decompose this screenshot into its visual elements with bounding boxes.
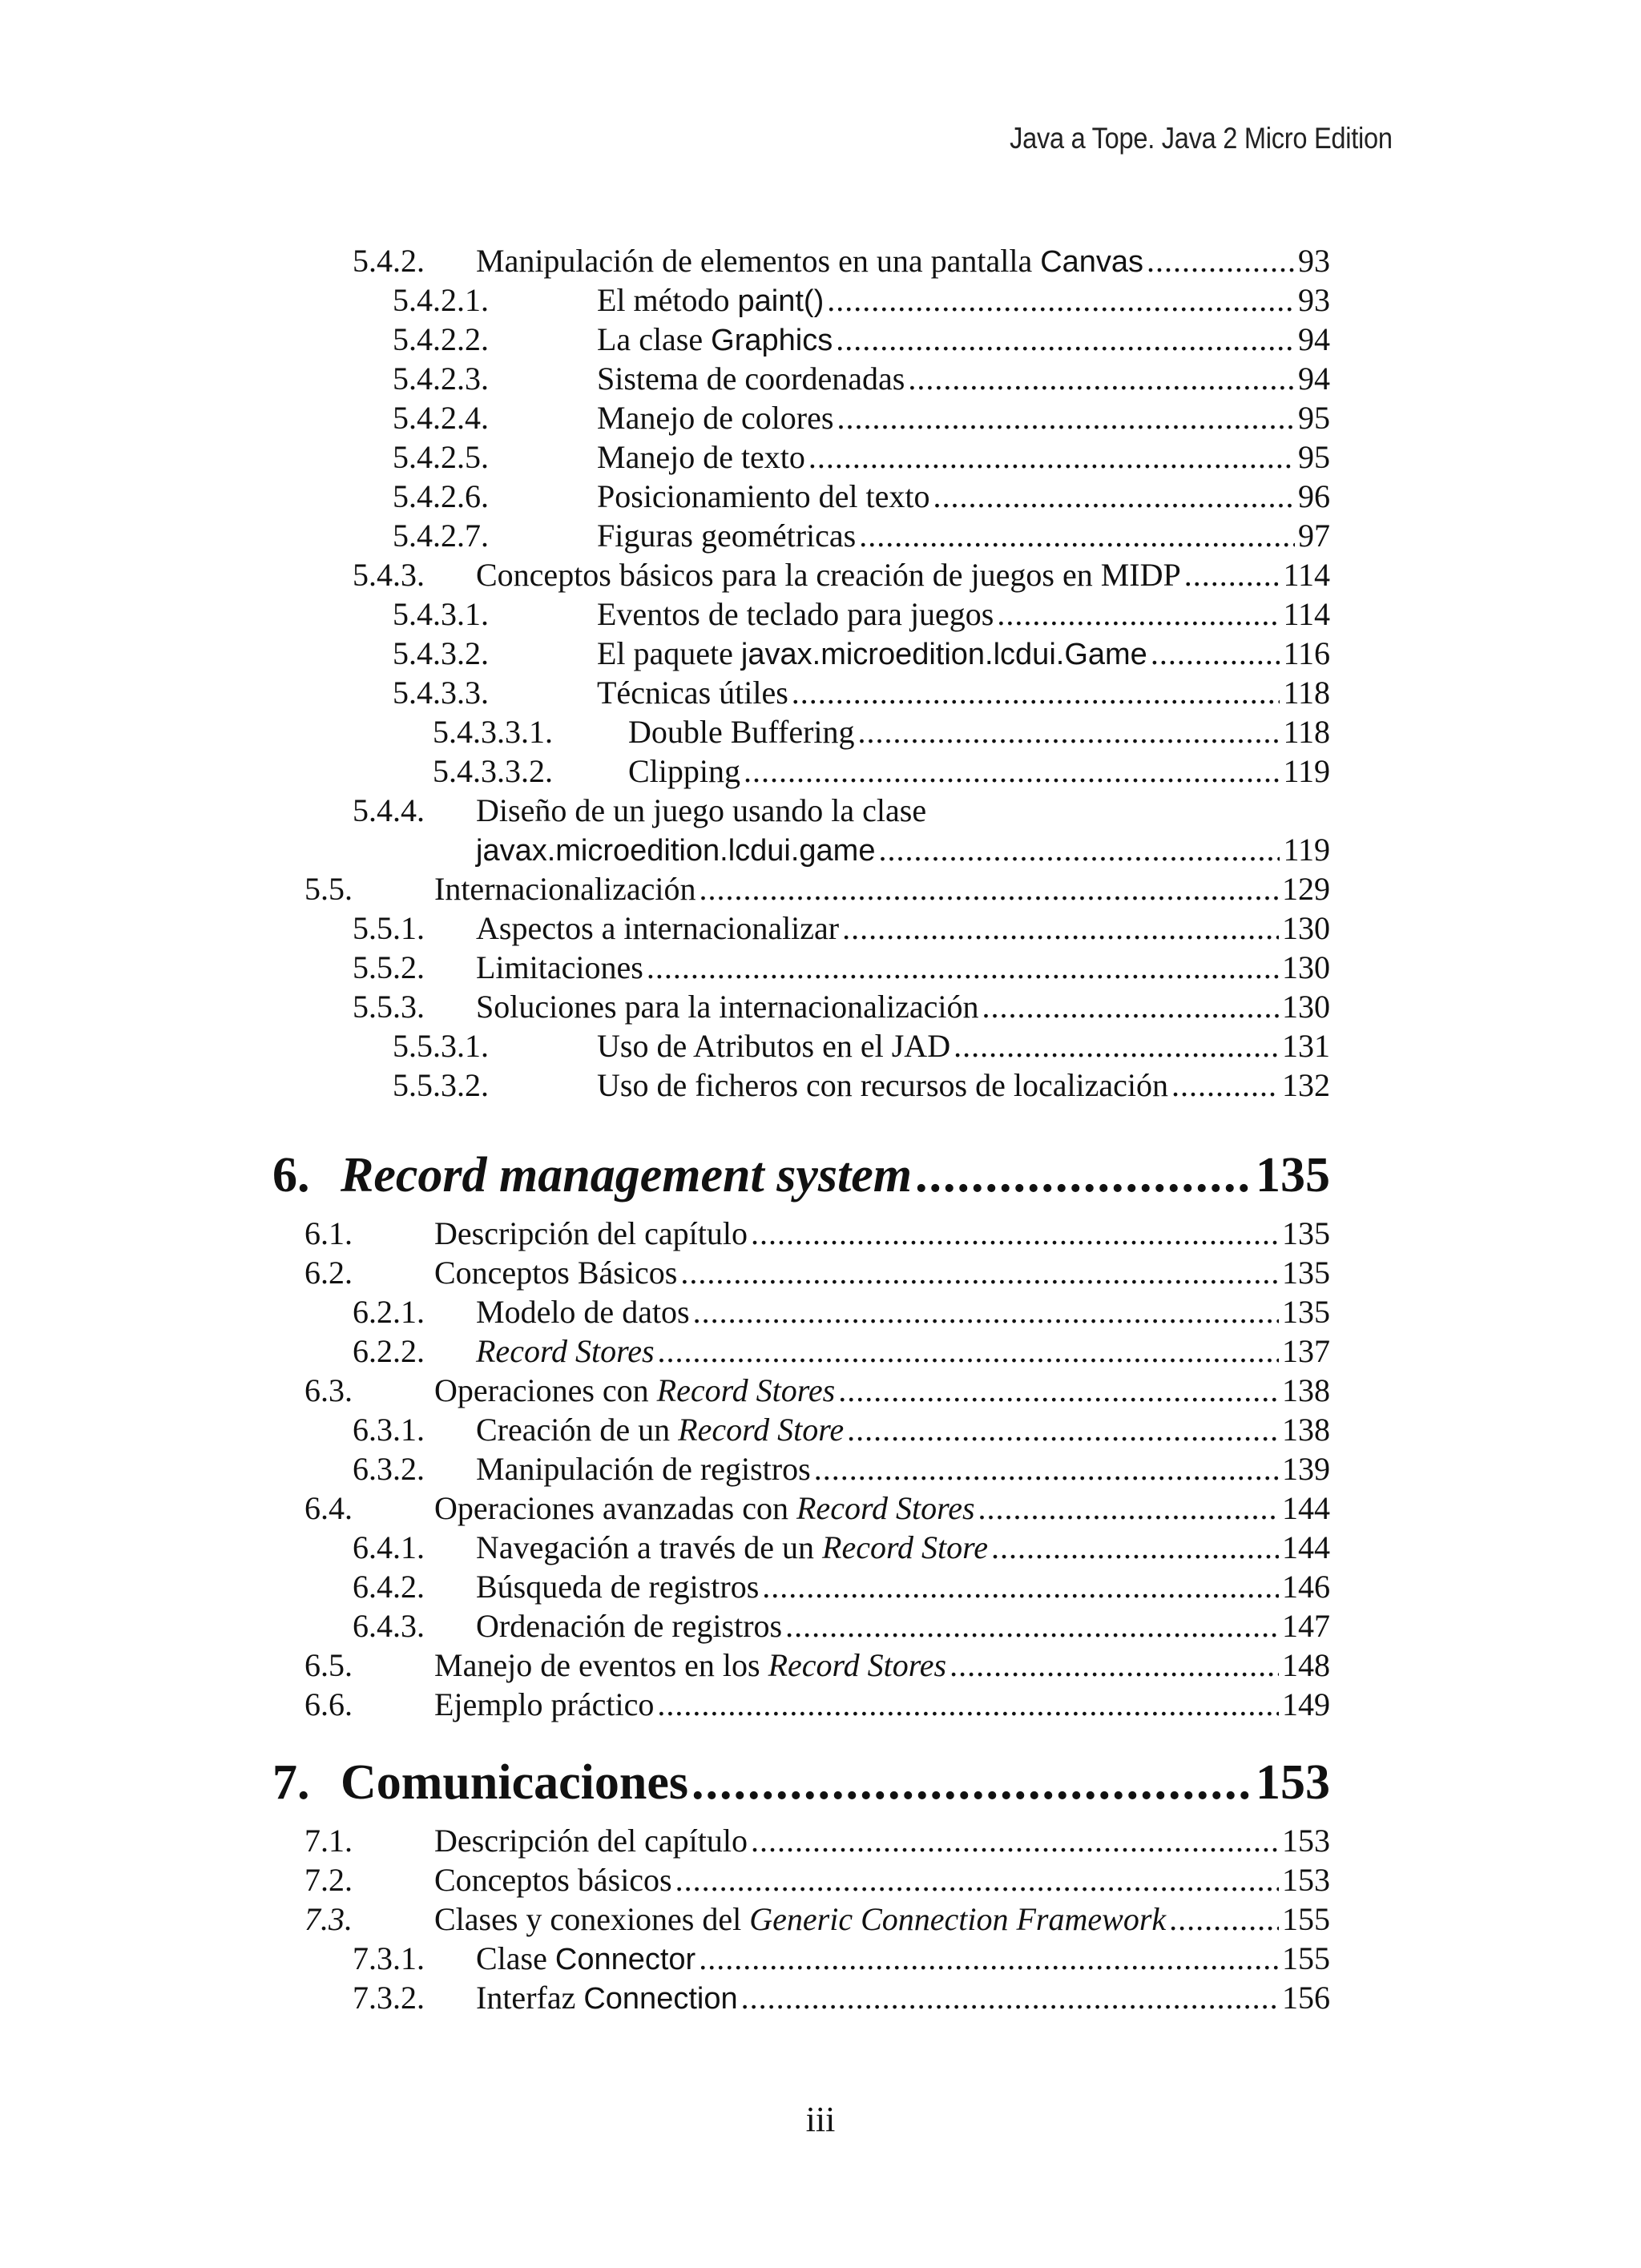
- toc-entry-title: [476, 988, 979, 1026]
- toc-entry-title: [597, 438, 805, 477]
- toc-entry-page: 155: [1282, 1901, 1330, 1937]
- toc-entry-page: 114: [1283, 557, 1330, 593]
- toc-entry-title-part: Descripción del capítulo: [434, 1215, 748, 1251]
- toc-entry-number: 5.5.: [304, 871, 353, 907]
- toc-entry-title: [597, 399, 833, 437]
- toc-entry-title-part: Conceptos Básicos: [434, 1255, 678, 1291]
- toc-entry-title-part: Figuras geométricas: [597, 518, 857, 554]
- toc-entry-title: [476, 1332, 655, 1371]
- toc-entry-title-part: Conceptos básicos para la creación de juegos en MIDP: [476, 557, 1181, 593]
- toc-entry-title-part: Record Stores: [768, 1647, 947, 1683]
- toc-entry: [353, 1529, 1330, 1567]
- toc-entry-title: [597, 634, 1147, 674]
- dot-leader: [657, 1686, 1279, 1724]
- toc-entry-title: [476, 556, 1181, 594]
- toc-entry: [353, 988, 1330, 1026]
- toc-entry-number: 5.4.3.3.: [393, 675, 489, 711]
- toc-entry-title: [476, 792, 926, 830]
- toc-entry: [304, 1822, 1330, 1860]
- toc-entry-page: 135: [1282, 1215, 1330, 1251]
- dot-leader: [1147, 242, 1295, 280]
- toc-entry: [304, 870, 1330, 908]
- dot-leader: [1171, 1066, 1279, 1105]
- toc-entry-title-part: Graphics: [711, 324, 833, 357]
- dot-leader: [699, 870, 1279, 908]
- toc-entry-title-part: Modelo de datos: [476, 1294, 690, 1330]
- toc-entry-title-part: Operaciones con: [434, 1372, 657, 1408]
- toc-entry: [304, 1900, 1330, 1939]
- dot-leader: [792, 674, 1280, 712]
- toc-entry-number: 6.4.3.: [353, 1608, 425, 1644]
- dot-leader: [950, 1646, 1279, 1685]
- toc-entry-title-part: Record Store: [822, 1529, 989, 1565]
- toc-entry: [393, 1027, 1330, 1066]
- toc-entry-page: 129: [1282, 871, 1330, 907]
- toc-entry-title-part: Descripción del capítulo: [434, 1823, 748, 1859]
- dot-leader: [842, 909, 1279, 948]
- dot-leader: [647, 949, 1279, 987]
- toc-entry-title-part: javax.microedition.lcdui.Game: [740, 638, 1147, 671]
- toc-entry: [353, 949, 1330, 987]
- toc-entry: [393, 360, 1330, 398]
- dot-leader: [751, 1215, 1279, 1253]
- toc-entry-title-part: Eventos de teclado para juegos: [597, 596, 994, 632]
- toc-entry: [304, 1215, 1330, 1253]
- toc-entry-page: 95: [1298, 400, 1330, 436]
- toc-entry-number: 5.4.3.3.2.: [433, 753, 553, 789]
- dot-leader: [814, 1450, 1279, 1489]
- toc-entry-page: 139: [1282, 1451, 1330, 1487]
- dot-leader: [982, 988, 1279, 1026]
- toc-entry-page: 119: [1283, 832, 1330, 868]
- toc-entry-title-part: Técnicas útiles: [597, 675, 788, 711]
- toc-entry-title: [434, 870, 696, 908]
- toc-entry-page: 135: [1282, 1294, 1330, 1330]
- toc-entry-title-part: Ordenación de registros: [476, 1608, 783, 1644]
- toc-entry: [353, 556, 1330, 594]
- toc-entry-number: 7.3.2.: [353, 1980, 425, 2016]
- toc-entry-page: 135: [1256, 1148, 1330, 1202]
- toc-entry: [393, 438, 1330, 477]
- toc-entry-page: 130: [1282, 989, 1330, 1025]
- dot-leader: [808, 438, 1295, 477]
- toc-entry-number: 5.4.3.1.: [393, 596, 489, 632]
- toc-entry-page: 131: [1282, 1028, 1330, 1064]
- toc-entry-page: 130: [1282, 910, 1330, 946]
- page-number: iii: [805, 2100, 836, 2139]
- toc-entry-number: 5.4.2.1.: [393, 282, 489, 318]
- toc-entry-page: 96: [1298, 478, 1330, 514]
- dot-leader: [836, 320, 1295, 359]
- toc-entry-title: [476, 831, 875, 870]
- toc-entry-number: 6.2.: [304, 1255, 353, 1291]
- dot-leader: [827, 281, 1295, 320]
- toc-entry-page: 118: [1283, 675, 1330, 711]
- toc-entry-title-part: Navegación a través de un: [476, 1529, 823, 1565]
- toc-entry: [353, 1332, 1330, 1371]
- dot-leader: [762, 1568, 1279, 1606]
- toc-entry-title-part: Record management system: [341, 1148, 912, 1202]
- toc-entry-title-part: El método: [597, 282, 738, 318]
- toc-entry-title: [434, 1215, 748, 1253]
- toc-entry-title-part: Manejo de colores: [597, 400, 834, 436]
- toc-entry-title-part: Aspectos a internacionalizar: [476, 910, 840, 946]
- toc-entry-number: 7.2.: [304, 1862, 353, 1898]
- toc-entry-title: [434, 1861, 672, 1899]
- toc-entry-page: 135: [1282, 1255, 1330, 1291]
- toc-entry: [353, 1979, 1330, 2017]
- dot-leader: [859, 517, 1295, 555]
- toc-entry-title: [476, 1411, 844, 1449]
- dot-leader: [1151, 634, 1280, 673]
- toc-entry-title-part: Record Stores: [476, 1333, 655, 1369]
- dot-leader: [744, 752, 1280, 791]
- toc-entry-number: 6.2.1.: [353, 1294, 425, 1330]
- toc-entry-number: 7.1.: [304, 1823, 353, 1859]
- toc-entry-number: 5.5.3.1.: [393, 1028, 489, 1064]
- toc-entry-title: [434, 1372, 835, 1410]
- toc-entry: [393, 477, 1330, 516]
- toc-entry-number: 5.4.3.: [353, 557, 425, 593]
- toc-entry-title: [434, 1900, 1166, 1939]
- toc-entry: [353, 1450, 1330, 1489]
- toc-entry-number: 6.3.2.: [353, 1451, 425, 1487]
- toc-entry: [393, 399, 1330, 437]
- toc-entry-page: 138: [1282, 1372, 1330, 1408]
- toc-entry-page: 144: [1282, 1490, 1330, 1526]
- dot-leader: [978, 1489, 1279, 1528]
- toc-entry-title-part: Double Buffering: [628, 714, 855, 750]
- toc-entry-page: 138: [1282, 1412, 1330, 1448]
- toc-entry-number: 5.5.1.: [353, 910, 425, 946]
- toc-entry-title-part: Connector: [554, 1943, 696, 1976]
- toc-entry-title-part: La clase: [597, 321, 712, 357]
- toc-entry-title: [476, 909, 839, 948]
- toc-entry-title-part: Operaciones avanzadas con: [434, 1490, 796, 1526]
- toc-entry-title: [476, 1607, 782, 1646]
- toc-entry-title: [476, 1529, 988, 1567]
- dot-leader: [997, 595, 1280, 634]
- dot-leader: [954, 1027, 1279, 1066]
- dot-leader: [933, 477, 1296, 516]
- toc-entry-number: 6.4.2.: [353, 1569, 425, 1605]
- toc-entry-title-part: Soluciones para la internacionalización: [476, 989, 979, 1025]
- toc-entry-title-part: Uso de ficheros con recursos de localización: [597, 1067, 1169, 1103]
- toc-entry: [353, 1607, 1330, 1646]
- toc-entry-page: 116: [1283, 635, 1330, 671]
- toc-entry-number: 5.4.2.5.: [393, 439, 489, 475]
- toc-entry-title: [434, 1822, 748, 1860]
- toc-entry-title-part: Ejemplo práctico: [434, 1686, 655, 1722]
- toc-entry: [393, 320, 1330, 359]
- toc-entry-title: [434, 1686, 654, 1724]
- toc-entry: [353, 1411, 1330, 1449]
- toc-entry-title: [476, 242, 1143, 281]
- dot-leader: [838, 1372, 1279, 1410]
- toc-entry-title-part: Connection: [583, 1982, 738, 2016]
- toc-entry-title-part: Manejo de eventos en los: [434, 1647, 768, 1683]
- toc-entry-page: 94: [1298, 361, 1330, 397]
- toc-entry-number: 6.4.1.: [353, 1529, 425, 1565]
- dot-leader: [915, 1147, 1252, 1203]
- toc-entry-page: 153: [1282, 1823, 1330, 1859]
- toc-entry-title: [476, 1293, 690, 1331]
- toc-entry: [304, 1646, 1330, 1685]
- toc-entry: [393, 517, 1330, 555]
- toc-entry-page: 148: [1282, 1647, 1330, 1683]
- toc-entry-page: 144: [1282, 1529, 1330, 1565]
- toc-entry-number: 5.5.3.2.: [393, 1067, 489, 1103]
- toc-entry-number: 5.4.2.2.: [393, 321, 489, 357]
- toc-entry-title: [628, 713, 855, 751]
- toc-entry-number: 7.: [272, 1755, 310, 1810]
- toc-entry: [433, 713, 1330, 751]
- toc-entry-page: 93: [1298, 282, 1330, 318]
- toc-entry-title: [341, 1754, 688, 1811]
- toc-entry-title-part: Conceptos básicos: [434, 1862, 672, 1898]
- toc-entry-title-part: Búsqueda de registros: [476, 1569, 760, 1605]
- running-head: Java a Tope. Java 2 Micro Edition: [1010, 122, 1393, 155]
- toc-entry-title: [628, 752, 740, 791]
- toc-entry: [304, 1489, 1330, 1528]
- dot-leader: [858, 713, 1280, 751]
- dot-leader: [847, 1411, 1279, 1449]
- toc-entry-page: 155: [1282, 1940, 1330, 1976]
- dot-leader: [1169, 1900, 1279, 1939]
- toc-entry-page: 93: [1298, 243, 1330, 279]
- toc-entry-number: 7.3.: [304, 1901, 353, 1937]
- toc-entry: [353, 792, 1330, 830]
- dot-leader: [691, 1754, 1252, 1811]
- toc-entry-page: 147: [1282, 1608, 1330, 1644]
- toc-entry: [353, 1940, 1330, 1978]
- toc-entry: [304, 1861, 1330, 1899]
- toc-entry-title-part: javax.microedition.lcdui.game: [476, 834, 876, 868]
- toc-entry-number: 5.4.2.7.: [393, 518, 489, 554]
- toc-entry-number: 6.3.: [304, 1372, 353, 1408]
- toc-entry-title: [476, 949, 643, 987]
- toc-entry-page: 118: [1283, 714, 1330, 750]
- toc-entry-page: 119: [1283, 753, 1330, 789]
- toc-chapter-entry: [272, 1754, 1330, 1811]
- toc-entry-title-part: Posicionamiento del texto: [597, 478, 930, 514]
- toc-entry-page: 130: [1282, 949, 1330, 985]
- toc-entry-number: 6.4.: [304, 1490, 353, 1526]
- dot-leader: [658, 1332, 1279, 1371]
- toc-entry-page: 132: [1282, 1067, 1330, 1103]
- toc-entry-title: [476, 1940, 696, 1979]
- toc-entry-page: 94: [1298, 321, 1330, 357]
- toc-entry-page: 137: [1282, 1333, 1330, 1369]
- toc-entry-title-part: Record Stores: [796, 1490, 975, 1526]
- toc-entry-title: [476, 1568, 759, 1606]
- toc-entry-title: [597, 360, 905, 398]
- toc-entry-title: [597, 595, 994, 634]
- dot-leader: [680, 1254, 1279, 1292]
- toc-entry-page: 114: [1283, 596, 1330, 632]
- toc-entry-title-part: Record Store: [678, 1412, 845, 1448]
- toc-entry-title-part: Canvas: [1040, 245, 1144, 279]
- toc-entry: [393, 281, 1330, 320]
- toc-entry-number: 6.: [272, 1148, 310, 1202]
- toc-entry: [353, 1293, 1330, 1331]
- toc-entry: [393, 595, 1330, 634]
- toc-entry-title-part: Comunicaciones: [341, 1755, 688, 1810]
- toc-entry-title-part: Clases y conexiones del: [434, 1901, 750, 1937]
- toc-entry-title: [341, 1147, 912, 1203]
- toc-entry-page: 153: [1256, 1755, 1330, 1810]
- dot-leader: [741, 1979, 1279, 2017]
- toc-entry-number: 5.4.2.6.: [393, 478, 489, 514]
- dot-leader: [675, 1861, 1279, 1899]
- toc-entry-number: 6.1.: [304, 1215, 353, 1251]
- dot-leader: [699, 1940, 1279, 1978]
- toc-entry-title: [597, 320, 833, 360]
- toc-entry-title-part: El paquete: [597, 635, 741, 671]
- dot-leader: [693, 1293, 1279, 1331]
- toc-entry-page: 95: [1298, 439, 1330, 475]
- toc-entry-title-part: Record Stores: [656, 1372, 836, 1408]
- toc-entry-number: 5.5.2.: [353, 949, 425, 985]
- toc-entry-title-part: Clase: [476, 1940, 555, 1976]
- toc-entry-number: 5.4.3.3.1.: [433, 714, 553, 750]
- toc-entry-title-part: Uso de Atributos en el JAD: [597, 1028, 951, 1064]
- toc-entry: [353, 831, 1330, 869]
- toc-entry-page: 97: [1298, 518, 1330, 554]
- toc-entry-title-part: Manipulación de registros: [476, 1451, 811, 1487]
- toc-entry-number: 5.4.2.4.: [393, 400, 489, 436]
- toc-entry-title-part: Diseño de un juego usando la clase: [476, 792, 927, 828]
- toc-entry-number: 6.5.: [304, 1647, 353, 1683]
- toc-entry-number: 6.3.1.: [353, 1412, 425, 1448]
- toc-entry-number: 5.4.2.3.: [393, 361, 489, 397]
- toc-entry: [393, 1066, 1330, 1105]
- toc-entry-title: [597, 1027, 950, 1066]
- toc-entry-title: [434, 1254, 677, 1292]
- dot-leader: [785, 1607, 1279, 1646]
- toc-entry-number: 5.4.4.: [353, 792, 425, 828]
- toc-entry-number: 5.4.3.2.: [393, 635, 489, 671]
- toc-entry-title: [476, 1450, 811, 1489]
- toc-entry-number: 6.2.2.: [353, 1333, 425, 1369]
- toc-entry-title: [597, 674, 788, 712]
- dot-leader: [908, 360, 1295, 398]
- toc-entry: [304, 1686, 1330, 1724]
- toc-entry-title-part: paint(): [737, 284, 825, 318]
- dot-leader: [991, 1529, 1279, 1567]
- toc-entry-title: [476, 1979, 738, 2018]
- toc-entry: [353, 242, 1330, 280]
- toc-entry-title: [597, 477, 930, 516]
- dot-leader: [751, 1822, 1279, 1860]
- toc-entry-page: 153: [1282, 1862, 1330, 1898]
- toc-entry-page: 149: [1282, 1686, 1330, 1722]
- toc-entry: [353, 1568, 1330, 1606]
- toc-entry: [304, 1372, 1330, 1410]
- toc-entry-title: [434, 1646, 946, 1685]
- toc-entry: [393, 634, 1330, 673]
- dot-leader: [1184, 556, 1280, 594]
- toc-entry-title: [597, 1066, 1168, 1105]
- toc-entry-title: [434, 1489, 975, 1528]
- toc-entry-title-part: Sistema de coordenadas: [597, 361, 905, 397]
- toc-entry: [393, 674, 1330, 712]
- toc-entry-title-part: Clipping: [628, 753, 741, 789]
- toc-entry-title-part: Limitaciones: [476, 949, 643, 985]
- toc-entry-number: 7.3.1.: [353, 1940, 425, 1976]
- toc-entry-number: 5.5.3.: [353, 989, 425, 1025]
- toc-entry: [353, 909, 1330, 948]
- toc-entry-title-part: Creación de un: [476, 1412, 679, 1448]
- toc-entry-title: [597, 281, 824, 320]
- toc-entry-number: 5.4.2.: [353, 243, 425, 279]
- toc-entry: [433, 752, 1330, 791]
- toc-entry-page: 156: [1282, 1980, 1330, 2016]
- dot-leader: [837, 399, 1295, 437]
- toc-entry-number: 6.6.: [304, 1686, 353, 1722]
- toc-entry-title: [597, 517, 856, 555]
- toc-entry-title-part: Generic Connection Framework: [749, 1901, 1167, 1937]
- toc-entry-title-part: Interfaz: [476, 1980, 584, 2016]
- toc-entry: [304, 1254, 1330, 1292]
- toc-entry-title-part: Manejo de texto: [597, 439, 805, 475]
- toc-chapter-entry: [272, 1147, 1330, 1203]
- toc-entry-title-part: Manipulación de elementos en una pantalla: [476, 243, 1041, 279]
- toc-entry-page: 146: [1282, 1569, 1330, 1605]
- dot-leader: [878, 831, 1280, 869]
- toc-entry-title-part: Internacionalización: [434, 871, 696, 907]
